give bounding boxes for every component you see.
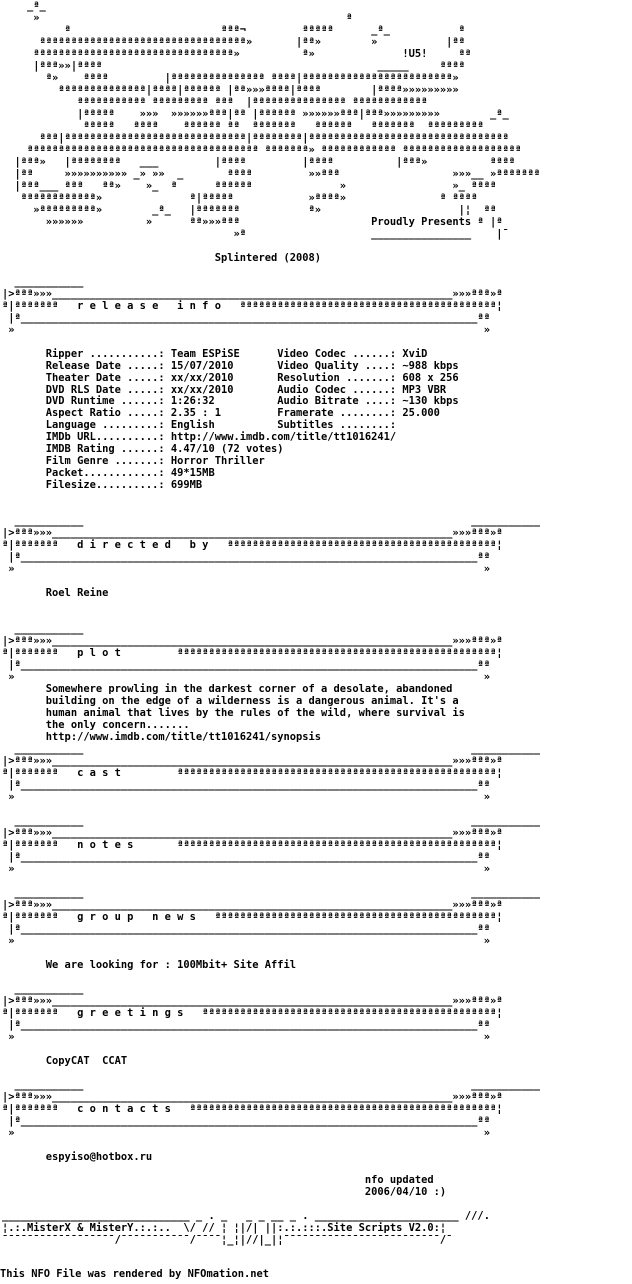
nfo-render-credit: This NFO File was rendered by NFOmation.net (0, 1268, 269, 1280)
nfo-line: Aspect Ratio .....: 2.35 : 1 Framerate ........: 25.000 (2, 407, 440, 420)
nfo-line: |ª_________________________________________________________________________ªª (2, 311, 490, 324)
nfo-line: ªªª|ªªªªªªªªªªªªªªªªªªªªªªªªªªªªª|ªªªªªªªª|ªªªªªªªªªªªªªªªªªªªªªªªªªªªªªªªª (2, 131, 509, 144)
nfo-line: ___________ ___________ (2, 743, 540, 756)
nfo-line: ______________________________ _ . _ _ _ __ _ . _______________________ ///. (2, 1210, 490, 1223)
nfo-line: Film Genre .......: Horror Thriller (2, 455, 265, 468)
nfo-line: IMDB Rating ......: 4.47/10 (72 votes) (2, 443, 284, 456)
nfo-line: ___________ ___________ (2, 515, 540, 528)
nfo-line: |>ªªª»»»________________________________________________________________»»»ªªª»ª (2, 527, 503, 540)
nfo-line: building on the edge of a wilderness is a dangerous animal. It's a (2, 695, 459, 708)
nfo-line: Somewhere prowling in the darkest corner of a desolate, abandoned (2, 683, 453, 696)
nfo-line: We are looking for : 100Mbit+ Site Affil (2, 958, 297, 971)
nfo-line: » » (2, 1126, 490, 1139)
nfo-line: ___________ (2, 275, 84, 288)
nfo-line: ª|ªªªªªªª r e l e a s e i n f o ªªªªªªªªªªªªªªªªªªªªªªªªªªªªªªªªªªªªªªªªª¦ (2, 299, 503, 312)
nfo-line: human animal that lives by the rules of the wild, where survival is (2, 707, 465, 720)
nfo-line: » » (2, 323, 490, 336)
nfo-line: ªªªªªªªªªªª ªªªªªªªªª ªªª |ªªªªªªªªªªªªªªª ªªªªªªªªªªªª (2, 95, 428, 108)
nfo-line: ª|ªªªªªªª c o n t a c t s ªªªªªªªªªªªªªªªªªªªªªªªªªªªªªªªªªªªªªªªªªªªªªªªªª¦ (2, 1102, 503, 1115)
nfo-line: |ªªª___ ªªª ªª» »_ ª ªªªªªª » »_ ªªªª (2, 179, 497, 192)
nfo-line: Ripper ...........: Team ESPiSE Video Codec ......: XviD (2, 347, 428, 360)
nfo-line: Release Date .....: 15/07/2010 Video Quality ....: ~988 kbps (2, 359, 459, 372)
nfo-line: » ª (2, 11, 353, 24)
nfo-line: |>ªªª»»»________________________________________________________________»»»ªªª»ª (2, 826, 503, 839)
nfo-line: » » (2, 1030, 490, 1043)
nfo-line: ªªªªªªªªªªªªªª|ªªªª|ªªªªªª |ªª»»»ªªªª|ªªªª |ªªªª»»»»»»»»» (2, 83, 459, 96)
nfo-line: ª|ªªªªªªª c a s t ªªªªªªªªªªªªªªªªªªªªªªªªªªªªªªªªªªªªªªªªªªªªªªªªªªª¦ (2, 767, 503, 779)
nfo-line: Language .........: English Subtitles ........: (2, 419, 397, 432)
nfo-line: Roel Reine (2, 587, 109, 600)
nfo-document (2, 0, 630, 1246)
nfo-line: |ª_________________________________________________________________________ªª (2, 1018, 490, 1031)
nfo-line: |ª_________________________________________________________________________ªª (2, 778, 490, 791)
nfo-line: ª» ªªªª |ªªªªªªªªªªªªªªª ªªªª|ªªªªªªªªªªªªªªªªªªªªªªªª» (2, 71, 459, 84)
nfo-line: ª|ªªªªªªª p l o t ªªªªªªªªªªªªªªªªªªªªªªªªªªªªªªªªªªªªªªªªªªªªªªªªªªª¦ (2, 647, 503, 660)
nfo-line: |ª_________________________________________________________________________ªª (2, 922, 490, 935)
nfo-line: DVD RLS Date .....: xx/xx/2010 Audio Codec ......: MP3 VBR (2, 383, 447, 396)
nfo-line: » » (2, 934, 490, 947)
nfo-line: ªªªªªªªªªªªªªªªªªªªªªªªªªªªªªªªª» ª» !U5! ªª (2, 47, 472, 60)
nfo-line: » » (2, 563, 490, 576)
nfo-line: Splintered (2008) (2, 251, 322, 264)
nfo-line: |ª_________________________________________________________________________ªª (2, 551, 490, 564)
nfo-line: »ª ________________ |¯ (2, 227, 509, 240)
nfo-line: Packet............: 49*15MB (2, 467, 215, 480)
nfo-line: ª ªªª¬ ªªªªª _ª_ ª (2, 23, 465, 36)
nfo-line: » » (2, 862, 490, 875)
nfo-line: nfo updated (2, 1174, 434, 1187)
nfo-line: IMDb URL..........: http://www.imdb.com/title/tt1016241/ (2, 431, 397, 444)
nfo-line: ___________ ___________ (2, 886, 540, 899)
nfo-line: |>ªªª»»»________________________________________________________________»»»ªªª»ª (2, 898, 503, 911)
nfo-line: ªªªªªªªªªªªª» ª|ªªªªª »ªªªª» ª ªªªª (2, 191, 478, 204)
nfo-line: »»»»»» » ªª»»»ªªª Proudly Presents ª |ª (2, 215, 503, 228)
nfo-line: ª|ªªªªªªª n o t e s ªªªªªªªªªªªªªªªªªªªªªªªªªªªªªªªªªªªªªªªªªªªªªªªªªªª¦ (2, 838, 503, 851)
nfo-line: |ªªª» |ªªªªªªªª ___ |ªªªª |ªªªª |ªªª» ªªªª (2, 155, 515, 168)
nfo-line: ___________ (2, 982, 84, 995)
nfo-line: DVD Runtime ......: 1:26:32 Audio Bitrate ....: ~130 kbps (2, 395, 459, 408)
nfo-line: ª|ªªªªªªª d i r e c t e d b y ªªªªªªªªªªªªªªªªªªªªªªªªªªªªªªªªªªªªªªªªªªª¦ (2, 539, 503, 552)
nfo-line: 2006/04/10 :) (2, 1186, 447, 1199)
nfo-line: »ªªªªªªªªª» _ª_ |ªªªªªªª ª» |¦ ªª (2, 203, 497, 216)
nfo-line: ªªªªª ªªªª ªªªªªª ªª ªªªªªªª ªªªªªª ªªªªªªª ªªªªªªªªª (2, 119, 484, 132)
nfo-line: Theater Date .....: xx/xx/2010 Resolution .......: 608 x 256 (2, 371, 459, 384)
nfo-line: |ªª »»»»»»»»»» _» »» _ ªªªª »»ªªª »»»__ »ªªªªªªª (2, 167, 540, 180)
nfo-line: » » (2, 790, 490, 803)
nfo-line: ___________ ___________ (2, 814, 540, 827)
nfo-line: CopyCAT CCAT (2, 1054, 128, 1067)
nfo-line: the only concern....... (2, 719, 190, 732)
nfo-line: ªªªªªªªªªªªªªªªªªªªªªªªªªªªªªªªªªªªªª ªªªªªªª» ªªªªªªªªªªªª ªªªªªªªªªªªªªªªªªªª (2, 143, 522, 156)
nfo-line: ªªªªªªªªªªªªªªªªªªªªªªªªªªªªªªªªª» |ªª» » |ªª (2, 35, 465, 48)
nfo-line: |>ªªª»»»________________________________________________________________»»»ªªª»ª (2, 994, 503, 1007)
nfo-line: |>ªªª»»»________________________________________________________________»»»ªªª»ª (2, 287, 503, 300)
nfo-line: _ª_ (2, 0, 46, 12)
nfo-line: ª|ªªªªªªª g r o u p n e w s ªªªªªªªªªªªªªªªªªªªªªªªªªªªªªªªªªªªªªªªªªªªªª¦ (2, 910, 503, 923)
nfo-line: ___________ (2, 623, 84, 636)
nfo-line: |ª_________________________________________________________________________ªª (2, 659, 490, 672)
nfo-line: |ª_________________________________________________________________________ªª (2, 1114, 490, 1127)
nfo-line: Filesize..........: 699MB (2, 479, 203, 492)
nfo-line: |ªªª»»|ªªªª _____ ªªªª (2, 59, 465, 72)
nfo-line: |ªªªªª »»» »»»»»»ªªª|ªª |ªªªªªª »»»»»»ªªª|ªªª»»»»»»»»» _ª_ (2, 107, 509, 120)
nfo-line: |>ªªª»»»________________________________________________________________»»»ªªª»ª (2, 755, 503, 768)
nfo-line: ª|ªªªªªªª g r e e t i n g s ªªªªªªªªªªªªªªªªªªªªªªªªªªªªªªªªªªªªªªªªªªªªªªª¦ (2, 1006, 503, 1019)
nfo-line: |ª_________________________________________________________________________ªª (2, 850, 490, 863)
nfo-line: ___________ ___________ (2, 1078, 540, 1091)
nfo-line: |>ªªª»»»________________________________________________________________»»»ªªª»ª (2, 1090, 503, 1103)
nfo-line: ¯¯¯¯¯¯¯¯¯¯¯¯¯¯¯¯¯¯/¯¯¯¯¯¯¯¯¯¯¯/¯¯¯¯¦_¦|//|_|¦¯¯¯¯¯¯¯¯¯¯¯¯¯¯¯¯¯¯¯¯¯¯¯¯¯/¯ (2, 1234, 453, 1247)
nfo-line: » » (2, 671, 490, 684)
nfo-line: http://www.imdb.com/title/tt1016241/synopsis (2, 731, 322, 744)
nfo-line: espyiso@hotbox.ru (2, 1150, 153, 1163)
nfo-line: |>ªªª»»»________________________________________________________________»»»ªªª»ª (2, 635, 503, 648)
nfo-line: ¦.:.MisterX & MisterY.:.:.. \/ // ¦ ¦|/| ||:.:.:::.Site Scripts V2.0:¦ (2, 1222, 447, 1235)
